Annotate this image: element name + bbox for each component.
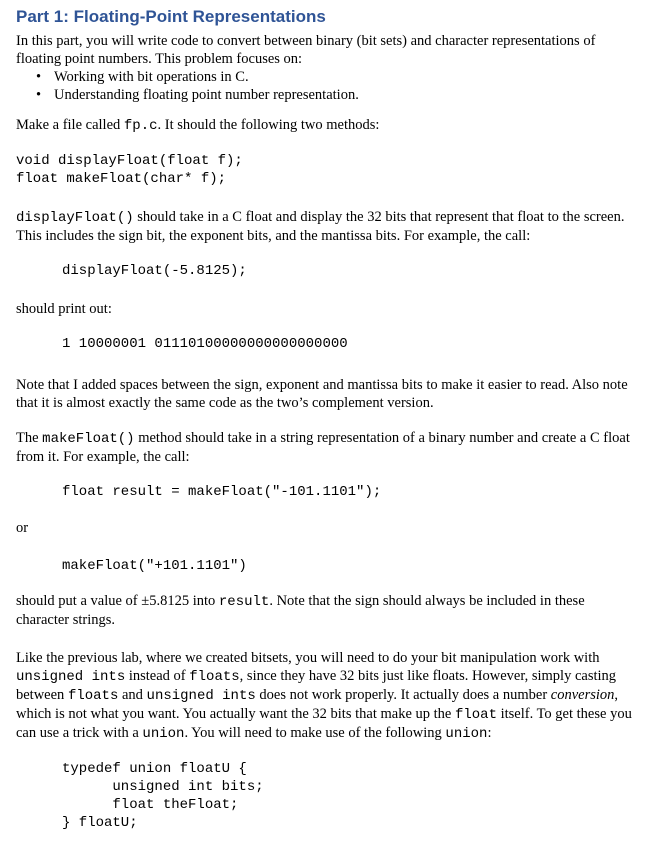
make-file-paragraph <box>16 116 638 135</box>
spacing-note: Note that I added spaces between the sign, exponent and mantissa bits to make it easier to read. Also note that it is almost exactly the same code as the two’s complement version. <box>16 377 628 411</box>
should-print-text: should print out: <box>16 301 112 317</box>
union-text: , since they have 32 bits just like floats. However, simply casting between <box>16 668 617 703</box>
union-text: Like the previous lab, where we created bitsets, you will need to do your bit manipulation work with <box>16 650 600 666</box>
make-float-text-start: The <box>16 430 43 446</box>
union-text: . You will need to make use of the following <box>184 725 446 741</box>
union-code-line: float theFloat; <box>62 797 239 813</box>
prototype-make-float: float makeFloat(char* f); <box>16 171 227 187</box>
union-paragraph <box>16 649 638 743</box>
focus-list <box>16 68 638 104</box>
result-code: result <box>218 594 270 610</box>
union-code-line: unsigned int bits; <box>62 779 264 795</box>
prototype-display-float: void displayFloat(float f); <box>16 153 243 169</box>
result-text-end: . Note that the sign should always be included in these character strings. <box>16 593 585 628</box>
code-unsigned-ints: unsigned ints <box>16 669 126 685</box>
union-text: itself. To get these you can use a trick with a <box>16 706 632 741</box>
display-float-code: displayFloat() <box>16 210 134 226</box>
union-text: and <box>118 687 147 703</box>
make-float-example-positive: makeFloat("+101.1101") <box>62 558 247 574</box>
focus-item-bit-ops: • Working with bit operations in C. <box>54 68 638 86</box>
display-float-output: 1 10000001 01110100000000000000000 <box>62 336 348 352</box>
code-unsigned-ints: unsigned ints <box>146 688 256 704</box>
make-float-text: method should take in a string representation of a binary number and create a C float from it. For example, the call: <box>16 430 630 465</box>
union-text: , which is not what you want. You actually want the 32 bits that make up the <box>16 687 619 722</box>
display-float-text: should take in a C float and display the 32 bits that represent that float to the screen. This includes the sign bit, the exponent bits, and the mantissa bits. For example, the call: <box>16 209 625 244</box>
result-paragraph <box>16 592 638 629</box>
code-union: union <box>142 726 185 742</box>
make-float-description <box>16 429 638 466</box>
make-file-text: Make a file called <box>16 117 124 133</box>
union-code-line: typedef union floatU { <box>62 761 247 777</box>
make-file-text-end: . It should the following two methods: <box>157 117 380 133</box>
union-text: instead of <box>125 668 190 684</box>
display-float-description <box>16 208 638 245</box>
emphasis-conversion: conversion <box>550 687 615 703</box>
prototype-block <box>16 152 638 188</box>
intro-paragraph: In this part, you will write code to convert between binary (bit sets) and character representations of floating point numbers. This problem focuses on: <box>16 33 596 67</box>
document-page <box>16 6 638 832</box>
code-floats: floats <box>67 688 119 704</box>
make-float-example-negative: float result = makeFloat("-101.1101"); <box>62 484 382 500</box>
section-title: Part 1: Floating-Point Representations <box>16 7 326 26</box>
union-code-block <box>16 760 638 832</box>
make-float-code: makeFloat() <box>42 431 135 447</box>
filename-code: fp.c <box>123 118 158 134</box>
union-text: does not work properly. It actually does a number <box>255 687 551 703</box>
code-float: float <box>454 707 497 723</box>
union-text: : <box>487 725 492 741</box>
or-text: or <box>16 520 29 536</box>
code-floats: floats <box>189 669 240 685</box>
focus-item-float-rep: • Understanding floating point number representation. <box>54 86 638 104</box>
code-union: union <box>445 726 488 742</box>
display-float-example: displayFloat(-5.8125); <box>62 263 247 279</box>
result-text-start: should put a value of ±5.8125 into <box>16 593 219 609</box>
union-code-line: } floatU; <box>62 815 138 831</box>
